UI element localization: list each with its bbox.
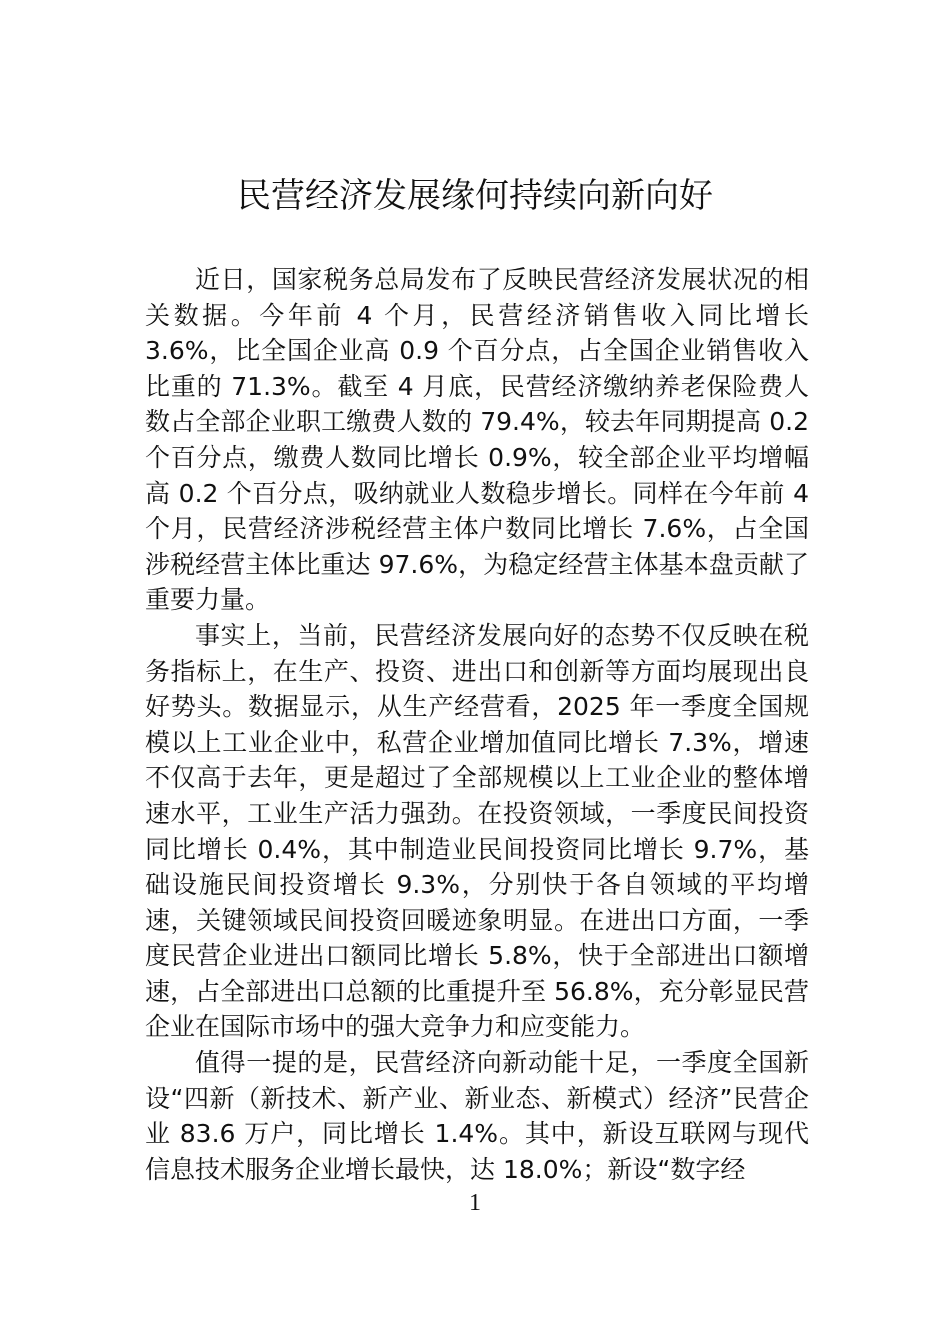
- paragraph-2: 事实上，当前，民营经济发展向好的态势不仅反映在税务指标上，在生产、投资、进出口和创新等方面均展现出良好势头。数据显示，从生产经营看，2025 年一季度全国规模以上工业企业中，私营企业增加值同比增长 7.3%，增速不仅高于去年，更是超过了全部规模以上工业企业的整体增速水平，工业生产活力强劲。在投资领域，一季度民间投资同比增长 0.4%，其中制造业民间投资同比增长 9.7%，基础设施民间投资增长 9.3%，分别快于各自领域的平均增速，关键领域民间投资回暖迹象明显。在进出口方面，一季度民营企业进出口额同比增长 5.8%，快于全部进出口额增速，占全部进出口总额的比重提升至 56.8%，充分彰显民营企业在国际市场中的强大竞争力和应变能力。: [145, 620, 809, 1042]
- paragraph-3: 值得一提的是，民营经济向新动能十足，一季度全国新设“四新（新技术、新产业、新业态、新模式）经济”民营企业 83.6 万户，同比增长 1.4%。其中，新设互联网与现代信息技术服务企业增长最快，达 18.0%；新设“数字经: [145, 1048, 809, 1184]
- paragraph-1: 近日，国家税务总局发布了反映民营经济发展状况的相关数据。今年前 4 个月，民营经济销售收入同比增长 3.6%，比全国企业高 0.9 个百分点，占全国企业销售收入比重的 71.3%。截至 4 月底，民营经济缴纳养老保险费人数占全部企业职工缴费人数的 79.4%，较去年同期提高 0.2 个百分点，缴费人数同比增长 0.9%，较全部企业平均增幅高 0.2 个百分点，吸纳就业人数稳步增长。同样在今年前 4 个月，民营经济涉税经营主体户数同比增长 7.6%，占全国涉税经营主体比重达 97.6%，为稳定经营主体基本盘贡献了重要力量。: [145, 265, 809, 615]
- page-number: 1: [469, 1190, 481, 1216]
- document-title: 民营经济发展缘何持续向新向好: [237, 176, 713, 216]
- document-body: [145, 262, 809, 1187]
